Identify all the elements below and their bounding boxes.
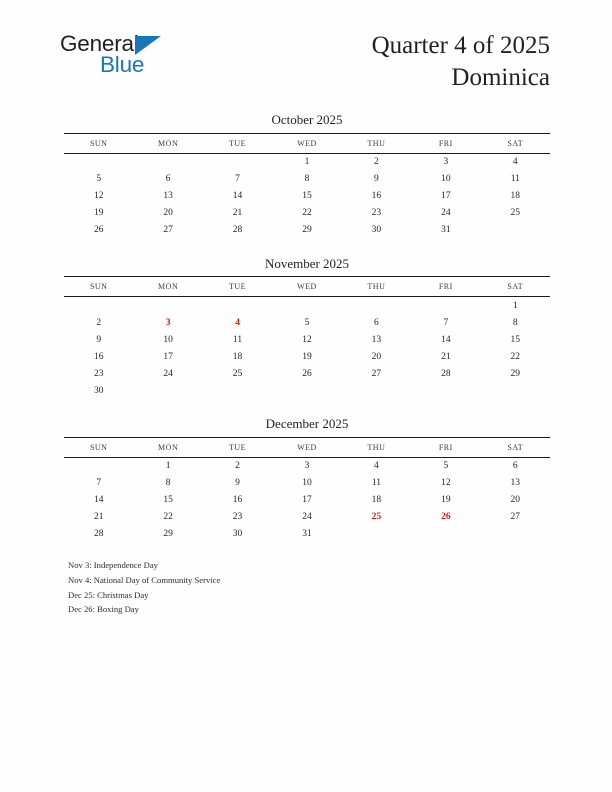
- week-row: [64, 297, 550, 315]
- week-row: [64, 314, 550, 331]
- day-cell[interactable]: 30: [93, 385, 104, 396]
- day-cell[interactable]: 1: [304, 157, 310, 168]
- day-cell[interactable]: 11: [232, 334, 243, 345]
- day-cell[interactable]: 3: [304, 461, 310, 472]
- day-cell[interactable]: 14: [441, 334, 451, 345]
- day-cell[interactable]: 19: [302, 351, 312, 362]
- day-cell[interactable]: 17: [441, 191, 451, 202]
- month-title: November 2025: [264, 255, 350, 271]
- day-cell[interactable]: 23: [93, 368, 104, 379]
- day-cell-empty: [411, 297, 480, 315]
- day-cell[interactable]: 6: [165, 174, 171, 185]
- country-title: Dominica: [451, 64, 550, 91]
- weekday-header-row: [64, 277, 550, 297]
- day-cell[interactable]: 12: [441, 478, 451, 489]
- general-blue-logo[interactable]: [60, 33, 250, 89]
- logo-text-general: General: [60, 31, 139, 56]
- day-cell[interactable]: 25: [510, 208, 521, 219]
- day-cell[interactable]: 21: [232, 208, 243, 219]
- day-cell[interactable]: 28: [93, 529, 104, 540]
- day-cell[interactable]: 19: [93, 208, 104, 219]
- day-cell-empty: [342, 297, 411, 315]
- legend-item: Dec 25: Christmas Day: [68, 589, 149, 600]
- week-row: [64, 171, 550, 188]
- week-row: [64, 365, 550, 382]
- day-cell[interactable]: 14: [232, 191, 243, 202]
- week-row: [64, 222, 550, 239]
- day-cell[interactable]: 15: [163, 495, 173, 506]
- weekday-header-fri: FRI: [411, 133, 480, 153]
- logo-text-blue: Blue: [100, 52, 145, 77]
- legend-item: Dec 26: Boxing Day: [68, 604, 139, 615]
- day-cell[interactable]: 9: [96, 334, 102, 345]
- day-cell[interactable]: 25: [232, 368, 243, 379]
- weekday-header-mon: MON: [133, 277, 202, 297]
- day-cell[interactable]: 29: [163, 529, 173, 540]
- months-container: [64, 112, 550, 560]
- day-cell[interactable]: 24: [441, 208, 451, 219]
- week-row: [64, 457, 550, 475]
- weekday-header-wed: WED: [272, 133, 341, 153]
- day-cell[interactable]: 31: [441, 225, 451, 236]
- day-cell-empty: [64, 153, 133, 171]
- day-cell[interactable]: 9: [374, 174, 379, 185]
- day-cell[interactable]: 18: [232, 351, 243, 362]
- day-cell-empty: [272, 297, 341, 315]
- week-row: [64, 475, 550, 492]
- day-cell[interactable]: 11: [371, 478, 381, 489]
- month-block: [64, 256, 550, 400]
- day-cell-empty: [411, 526, 480, 543]
- weekday-header-row: [64, 437, 550, 457]
- month-block: [64, 112, 550, 239]
- day-cell[interactable]: 31: [302, 529, 312, 540]
- day-cell[interactable]: 29: [302, 225, 312, 236]
- day-cell-empty: [481, 222, 550, 239]
- day-cell[interactable]: 30: [371, 225, 382, 236]
- day-cell[interactable]: 3: [443, 157, 449, 168]
- week-row: [64, 205, 550, 222]
- day-cell[interactable]: 20: [510, 495, 521, 506]
- month-title: December 2025: [265, 416, 349, 432]
- week-row: [64, 509, 550, 526]
- day-cell[interactable]: 16: [371, 191, 382, 202]
- month-block: [64, 416, 550, 543]
- day-cell[interactable]: 2: [374, 157, 379, 168]
- weekday-header-mon: MON: [133, 437, 202, 457]
- day-cell[interactable]: 22: [302, 208, 312, 219]
- month-grid: [64, 133, 550, 239]
- day-cell[interactable]: 10: [163, 334, 173, 345]
- legend-item: Nov 4: National Day of Community Service: [68, 574, 221, 585]
- day-cell-empty: [203, 297, 272, 315]
- day-cell[interactable]: 17: [163, 351, 173, 362]
- day-cell-empty: [481, 526, 550, 543]
- day-cell[interactable]: 19: [441, 495, 451, 506]
- day-cell[interactable]: 13: [163, 191, 173, 202]
- weekday-header-fri: FRI: [411, 277, 480, 297]
- weekday-header-tue: TUE: [203, 437, 272, 457]
- month-grid: [64, 437, 550, 543]
- day-cell[interactable]: 27: [371, 368, 382, 379]
- day-cell[interactable]: 2: [96, 317, 102, 328]
- weekday-header-sun: SUN: [64, 277, 133, 297]
- day-cell[interactable]: 27: [163, 225, 173, 236]
- day-cell[interactable]: 8: [304, 174, 310, 185]
- weekday-header-mon: MON: [133, 133, 202, 153]
- day-cell[interactable]: 15: [302, 191, 312, 202]
- day-cell[interactable]: 29: [510, 368, 521, 379]
- day-cell[interactable]: 18: [371, 495, 382, 506]
- day-cell[interactable]: 16: [232, 495, 243, 506]
- day-cell[interactable]: 23: [232, 512, 243, 523]
- quarter-title: Quarter 4 of 2025: [371, 32, 550, 59]
- day-cell-empty: [272, 382, 341, 399]
- day-cell-empty: [133, 382, 202, 399]
- day-cell[interactable]: 8: [512, 317, 518, 328]
- day-cell-empty: [64, 297, 133, 315]
- day-cell[interactable]: 11: [510, 174, 520, 185]
- day-cell[interactable]: 15: [510, 334, 521, 345]
- weekday-header-fri: FRI: [411, 437, 480, 457]
- day-cell[interactable]: 6: [512, 461, 518, 472]
- day-cell[interactable]: 7: [235, 174, 240, 185]
- weekday-header-tue: TUE: [203, 277, 272, 297]
- day-cell[interactable]: 12: [302, 334, 312, 345]
- day-cell[interactable]: 4: [512, 157, 518, 168]
- week-row: [64, 331, 550, 348]
- weekday-header-sat: SAT: [481, 133, 550, 153]
- weekday-header-sat: SAT: [481, 277, 550, 297]
- day-cell-holiday[interactable]: 25: [371, 512, 382, 523]
- holiday-legend: [68, 558, 528, 617]
- weekday-header-sat: SAT: [481, 437, 550, 457]
- day-cell-empty: [203, 153, 272, 171]
- day-cell[interactable]: 28: [232, 225, 243, 236]
- day-cell[interactable]: 10: [302, 478, 312, 489]
- day-cell[interactable]: 23: [371, 208, 382, 219]
- day-cell[interactable]: 9: [235, 478, 240, 489]
- day-cell[interactable]: 24: [163, 368, 173, 379]
- week-row: [64, 188, 550, 205]
- day-cell[interactable]: 1: [165, 461, 171, 472]
- day-cell[interactable]: 22: [163, 512, 173, 523]
- day-cell-empty: [481, 382, 550, 399]
- day-cell-empty: [411, 382, 480, 399]
- day-cell-empty: [64, 457, 133, 475]
- day-cell[interactable]: 21: [93, 512, 104, 523]
- day-cell[interactable]: 12: [93, 191, 104, 202]
- day-cell[interactable]: 22: [510, 351, 521, 362]
- day-cell[interactable]: 2: [235, 461, 240, 472]
- day-cell-holiday[interactable]: 4: [235, 317, 240, 328]
- day-cell[interactable]: 7: [96, 478, 102, 489]
- day-cell[interactable]: 18: [510, 191, 521, 202]
- month-grid: [64, 276, 550, 399]
- day-cell-holiday[interactable]: 26: [441, 512, 451, 523]
- weekday-header-thu: THU: [342, 133, 411, 153]
- legend-item: Nov 3: Independence Day: [68, 560, 158, 570]
- day-cell[interactable]: 5: [96, 174, 102, 185]
- day-cell-empty: [342, 382, 411, 399]
- weekday-header-wed: WED: [272, 277, 341, 297]
- week-row: [64, 153, 550, 171]
- day-cell[interactable]: 28: [441, 368, 451, 379]
- day-cell[interactable]: 5: [443, 461, 449, 472]
- day-cell[interactable]: 20: [163, 208, 173, 219]
- day-cell[interactable]: 26: [93, 225, 104, 236]
- day-cell[interactable]: 4: [374, 461, 379, 472]
- weekday-header-thu: THU: [342, 437, 411, 457]
- day-cell[interactable]: 30: [232, 529, 243, 540]
- day-cell[interactable]: 27: [510, 512, 521, 523]
- week-row: [64, 382, 550, 399]
- day-cell[interactable]: 13: [371, 334, 382, 345]
- day-cell[interactable]: 13: [510, 478, 521, 489]
- day-cell[interactable]: 16: [93, 351, 104, 362]
- weekday-header-thu: THU: [342, 277, 411, 297]
- page-header: [0, 0, 612, 100]
- day-cell[interactable]: 10: [441, 174, 451, 185]
- weekday-header-row: [64, 133, 550, 153]
- day-cell[interactable]: 7: [443, 317, 449, 328]
- day-cell[interactable]: 1: [512, 300, 518, 311]
- day-cell-holiday[interactable]: 3: [165, 317, 171, 328]
- day-cell-empty: [133, 297, 202, 315]
- day-cell[interactable]: 26: [302, 368, 312, 379]
- day-cell[interactable]: 5: [304, 317, 310, 328]
- day-cell[interactable]: 24: [302, 512, 312, 523]
- day-cell-empty: [203, 382, 272, 399]
- day-cell[interactable]: 21: [441, 351, 451, 362]
- weekday-header-tue: TUE: [203, 133, 272, 153]
- day-cell[interactable]: 17: [302, 495, 312, 506]
- day-cell[interactable]: 20: [371, 351, 382, 362]
- weekday-header-sun: SUN: [64, 437, 133, 457]
- day-cell[interactable]: 8: [165, 478, 171, 489]
- week-row: [64, 492, 550, 509]
- week-row: [64, 526, 550, 543]
- day-cell-empty: [342, 526, 411, 543]
- day-cell[interactable]: 6: [374, 317, 379, 328]
- weekday-header-wed: WED: [272, 437, 341, 457]
- week-row: [64, 348, 550, 365]
- month-title: October 2025: [271, 112, 343, 127]
- page-title: [372, 30, 550, 94]
- weekday-header-sun: SUN: [64, 133, 133, 153]
- day-cell[interactable]: 14: [93, 495, 104, 506]
- day-cell-empty: [133, 153, 202, 171]
